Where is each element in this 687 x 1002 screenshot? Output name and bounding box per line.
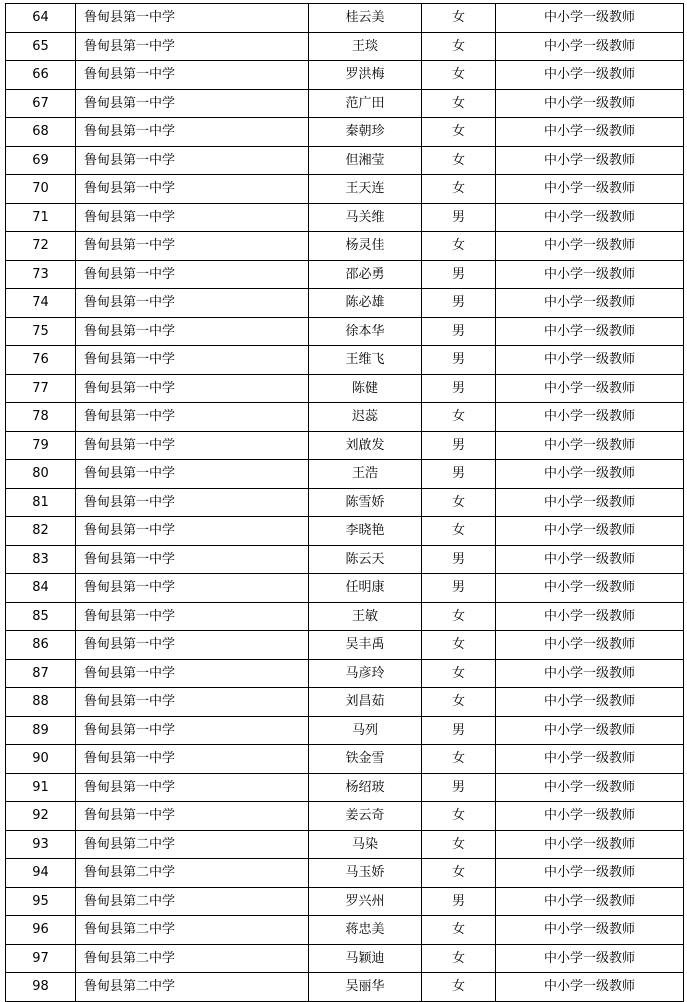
table-row: [6, 4, 684, 33]
row-number: 96: [6, 916, 76, 945]
row-number: 69: [6, 146, 76, 175]
gender-cell: 男: [422, 289, 496, 318]
school-cell: 鲁甸县第一中学: [76, 488, 309, 517]
gender-cell: 男: [422, 460, 496, 489]
title-cell: 中小学一级教师: [496, 232, 684, 261]
table-row: [6, 688, 684, 717]
school-cell: 鲁甸县第一中学: [76, 602, 309, 631]
row-number: 68: [6, 118, 76, 147]
name-cell: 蒋忠美: [309, 916, 422, 945]
name-cell: 姜云奇: [309, 802, 422, 831]
title-cell: 中小学一级教师: [496, 488, 684, 517]
school-cell: 鲁甸县第二中学: [76, 887, 309, 916]
name-cell: 吴丽华: [309, 973, 422, 1002]
table-row: [6, 260, 684, 289]
gender-cell: 女: [422, 118, 496, 147]
name-cell: 秦朝珍: [309, 118, 422, 147]
school-cell: 鲁甸县第一中学: [76, 32, 309, 61]
table-row: [6, 232, 684, 261]
gender-cell: 女: [422, 631, 496, 660]
school-cell: 鲁甸县第一中学: [76, 688, 309, 717]
table-row: [6, 431, 684, 460]
title-cell: 中小学一级教师: [496, 716, 684, 745]
title-cell: 中小学一级教师: [496, 916, 684, 945]
teacher-table: [5, 3, 684, 1002]
name-cell: 王敏: [309, 602, 422, 631]
name-cell: 李晓艳: [309, 517, 422, 546]
table-row: [6, 802, 684, 831]
name-cell: 但湘莹: [309, 146, 422, 175]
gender-cell: 男: [422, 716, 496, 745]
title-cell: 中小学一级教师: [496, 32, 684, 61]
school-cell: 鲁甸县第一中学: [76, 631, 309, 660]
name-cell: 杨灵佳: [309, 232, 422, 261]
gender-cell: 女: [422, 973, 496, 1002]
row-number: 76: [6, 346, 76, 375]
school-cell: 鲁甸县第一中学: [76, 659, 309, 688]
row-number: 95: [6, 887, 76, 916]
school-cell: 鲁甸县第一中学: [76, 289, 309, 318]
row-number: 88: [6, 688, 76, 717]
school-cell: 鲁甸县第一中学: [76, 545, 309, 574]
name-cell: 罗洪梅: [309, 61, 422, 90]
name-cell: 范广田: [309, 89, 422, 118]
row-number: 87: [6, 659, 76, 688]
gender-cell: 男: [422, 346, 496, 375]
row-number: 94: [6, 859, 76, 888]
school-cell: 鲁甸县第一中学: [76, 317, 309, 346]
school-cell: 鲁甸县第二中学: [76, 859, 309, 888]
name-cell: 王天连: [309, 175, 422, 204]
row-number: 92: [6, 802, 76, 831]
gender-cell: 女: [422, 89, 496, 118]
row-number: 90: [6, 745, 76, 774]
table-row: [6, 460, 684, 489]
title-cell: 中小学一级教师: [496, 688, 684, 717]
table-row: [6, 944, 684, 973]
row-number: 67: [6, 89, 76, 118]
row-number: 66: [6, 61, 76, 90]
title-cell: 中小学一级教师: [496, 146, 684, 175]
row-number: 64: [6, 4, 76, 33]
gender-cell: 女: [422, 602, 496, 631]
school-cell: 鲁甸县第一中学: [76, 773, 309, 802]
gender-cell: 女: [422, 916, 496, 945]
school-cell: 鲁甸县第一中学: [76, 232, 309, 261]
title-cell: 中小学一级教师: [496, 175, 684, 204]
title-cell: 中小学一级教师: [496, 61, 684, 90]
table-row: [6, 859, 684, 888]
name-cell: 迟蕊: [309, 403, 422, 432]
school-cell: 鲁甸县第二中学: [76, 830, 309, 859]
title-cell: 中小学一级教师: [496, 260, 684, 289]
gender-cell: 男: [422, 374, 496, 403]
row-number: 79: [6, 431, 76, 460]
school-cell: 鲁甸县第一中学: [76, 517, 309, 546]
gender-cell: 男: [422, 317, 496, 346]
table-row: [6, 773, 684, 802]
row-number: 86: [6, 631, 76, 660]
table-row: [6, 716, 684, 745]
title-cell: 中小学一级教师: [496, 203, 684, 232]
school-cell: 鲁甸县第二中学: [76, 944, 309, 973]
title-cell: 中小学一级教师: [496, 545, 684, 574]
row-number: 81: [6, 488, 76, 517]
gender-cell: 女: [422, 146, 496, 175]
title-cell: 中小学一级教师: [496, 659, 684, 688]
row-number: 80: [6, 460, 76, 489]
name-cell: 罗兴州: [309, 887, 422, 916]
row-number: 65: [6, 32, 76, 61]
gender-cell: 男: [422, 260, 496, 289]
title-cell: 中小学一级教师: [496, 317, 684, 346]
gender-cell: 男: [422, 431, 496, 460]
school-cell: 鲁甸县第一中学: [76, 175, 309, 204]
gender-cell: 女: [422, 403, 496, 432]
school-cell: 鲁甸县第一中学: [76, 146, 309, 175]
name-cell: 马列: [309, 716, 422, 745]
row-number: 84: [6, 574, 76, 603]
row-number: 89: [6, 716, 76, 745]
school-cell: 鲁甸县第一中学: [76, 374, 309, 403]
school-cell: 鲁甸县第一中学: [76, 61, 309, 90]
table-row: [6, 602, 684, 631]
name-cell: 桂云美: [309, 4, 422, 33]
school-cell: 鲁甸县第二中学: [76, 916, 309, 945]
title-cell: 中小学一级教师: [496, 517, 684, 546]
title-cell: 中小学一级教师: [496, 89, 684, 118]
school-cell: 鲁甸县第一中学: [76, 118, 309, 147]
title-cell: 中小学一级教师: [496, 574, 684, 603]
table-row: [6, 488, 684, 517]
row-number: 97: [6, 944, 76, 973]
gender-cell: 女: [422, 517, 496, 546]
table-body: [6, 4, 684, 1002]
title-cell: 中小学一级教师: [496, 346, 684, 375]
row-number: 77: [6, 374, 76, 403]
table-row: [6, 659, 684, 688]
table-row: [6, 32, 684, 61]
name-cell: 吴丰禹: [309, 631, 422, 660]
name-cell: 陈健: [309, 374, 422, 403]
title-cell: 中小学一级教师: [496, 830, 684, 859]
name-cell: 马关维: [309, 203, 422, 232]
school-cell: 鲁甸县第一中学: [76, 260, 309, 289]
table-row: [6, 203, 684, 232]
title-cell: 中小学一级教师: [496, 745, 684, 774]
title-cell: 中小学一级教师: [496, 859, 684, 888]
title-cell: 中小学一级教师: [496, 4, 684, 33]
school-cell: 鲁甸县第二中学: [76, 973, 309, 1002]
title-cell: 中小学一级教师: [496, 118, 684, 147]
gender-cell: 女: [422, 61, 496, 90]
gender-cell: 男: [422, 574, 496, 603]
table-row: [6, 374, 684, 403]
school-cell: 鲁甸县第一中学: [76, 403, 309, 432]
table-row: [6, 403, 684, 432]
gender-cell: 女: [422, 32, 496, 61]
name-cell: 刘啟发: [309, 431, 422, 460]
gender-cell: 男: [422, 887, 496, 916]
gender-cell: 男: [422, 773, 496, 802]
name-cell: 马颖迪: [309, 944, 422, 973]
name-cell: 陈雪娇: [309, 488, 422, 517]
school-cell: 鲁甸县第一中学: [76, 203, 309, 232]
name-cell: 王琰: [309, 32, 422, 61]
row-number: 78: [6, 403, 76, 432]
name-cell: 任明康: [309, 574, 422, 603]
gender-cell: 女: [422, 802, 496, 831]
gender-cell: 女: [422, 944, 496, 973]
title-cell: 中小学一级教师: [496, 773, 684, 802]
gender-cell: 男: [422, 545, 496, 574]
school-cell: 鲁甸县第一中学: [76, 89, 309, 118]
row-number: 83: [6, 545, 76, 574]
name-cell: 陈云天: [309, 545, 422, 574]
gender-cell: 女: [422, 488, 496, 517]
table-row: [6, 317, 684, 346]
title-cell: 中小学一级教师: [496, 631, 684, 660]
table-row: [6, 517, 684, 546]
title-cell: 中小学一级教师: [496, 374, 684, 403]
table-row: [6, 545, 684, 574]
row-number: 93: [6, 830, 76, 859]
gender-cell: 男: [422, 203, 496, 232]
title-cell: 中小学一级教师: [496, 460, 684, 489]
table-row: [6, 830, 684, 859]
school-cell: 鲁甸县第一中学: [76, 574, 309, 603]
table-row: [6, 175, 684, 204]
table-row: [6, 89, 684, 118]
name-cell: 马染: [309, 830, 422, 859]
name-cell: 陈必雄: [309, 289, 422, 318]
school-cell: 鲁甸县第一中学: [76, 745, 309, 774]
row-number: 82: [6, 517, 76, 546]
name-cell: 刘昌茹: [309, 688, 422, 717]
table-row: [6, 146, 684, 175]
table-row: [6, 118, 684, 147]
gender-cell: 女: [422, 859, 496, 888]
school-cell: 鲁甸县第一中学: [76, 802, 309, 831]
name-cell: 杨绍玻: [309, 773, 422, 802]
row-number: 70: [6, 175, 76, 204]
table-row: [6, 289, 684, 318]
gender-cell: 女: [422, 232, 496, 261]
name-cell: 马彦玲: [309, 659, 422, 688]
table-row: [6, 346, 684, 375]
title-cell: 中小学一级教师: [496, 944, 684, 973]
table-row: [6, 61, 684, 90]
name-cell: 铁金雪: [309, 745, 422, 774]
school-cell: 鲁甸县第一中学: [76, 716, 309, 745]
row-number: 75: [6, 317, 76, 346]
name-cell: 徐本华: [309, 317, 422, 346]
school-cell: 鲁甸县第一中学: [76, 346, 309, 375]
name-cell: 马玉娇: [309, 859, 422, 888]
school-cell: 鲁甸县第一中学: [76, 4, 309, 33]
gender-cell: 女: [422, 830, 496, 859]
row-number: 85: [6, 602, 76, 631]
title-cell: 中小学一级教师: [496, 887, 684, 916]
row-number: 98: [6, 973, 76, 1002]
name-cell: 王浩: [309, 460, 422, 489]
table-row: [6, 574, 684, 603]
gender-cell: 女: [422, 175, 496, 204]
title-cell: 中小学一级教师: [496, 973, 684, 1002]
name-cell: 邵必勇: [309, 260, 422, 289]
gender-cell: 女: [422, 659, 496, 688]
row-number: 74: [6, 289, 76, 318]
gender-cell: 女: [422, 4, 496, 33]
table-row: [6, 631, 684, 660]
gender-cell: 女: [422, 745, 496, 774]
school-cell: 鲁甸县第一中学: [76, 431, 309, 460]
table-row: [6, 916, 684, 945]
row-number: 73: [6, 260, 76, 289]
row-number: 91: [6, 773, 76, 802]
row-number: 71: [6, 203, 76, 232]
gender-cell: 女: [422, 688, 496, 717]
title-cell: 中小学一级教师: [496, 289, 684, 318]
table-row: [6, 887, 684, 916]
name-cell: 王维飞: [309, 346, 422, 375]
title-cell: 中小学一级教师: [496, 431, 684, 460]
table-row: [6, 745, 684, 774]
school-cell: 鲁甸县第一中学: [76, 460, 309, 489]
title-cell: 中小学一级教师: [496, 802, 684, 831]
title-cell: 中小学一级教师: [496, 602, 684, 631]
title-cell: 中小学一级教师: [496, 403, 684, 432]
row-number: 72: [6, 232, 76, 261]
